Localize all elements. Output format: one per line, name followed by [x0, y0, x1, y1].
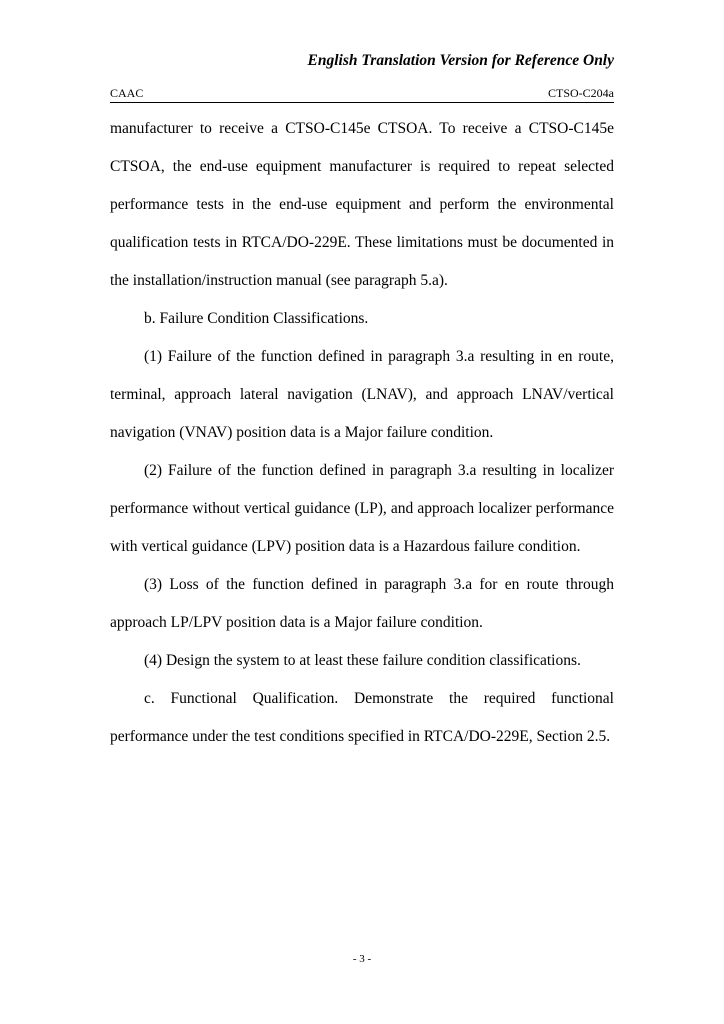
header-authority: CAAC	[110, 86, 144, 100]
running-header	[110, 86, 614, 103]
paragraph-item-2: (2) Failure of the function defined in paragraph 3.a resulting in localizer performance without vertical guidance (LP), and approach localizer performance with vertical guidance (LPV) position data is a Hazardous failure condition.	[110, 462, 614, 555]
paragraph-item-4: (4) Design the system to at least these failure condition classifications.	[144, 652, 581, 669]
paragraph-continuation: manufacturer to receive a CTSO-C145e CTSOA. To receive a CTSO-C145e CTSOA, the end-use equipment manufacturer is required to repeat selected performance tests in the end-use equipment and perform the environmental qualification tests in RTCA/DO-229E. These limitations must be documented in the installation/instruction manual (see paragraph 5.a).	[110, 120, 614, 289]
document-body	[110, 110, 614, 756]
header-document-id: CTSO-C204a	[548, 86, 614, 100]
section-c-functional-qualification: c. Functional Qualification. Demonstrate the required functional performance under the test conditions specified in RTCA/DO-229E, Section 2.5.	[110, 690, 614, 745]
paragraph-item-3: (3) Loss of the function defined in paragraph 3.a for en route through approach LP/LPV position data is a Major failure condition.	[110, 576, 614, 631]
paragraph-item-1: (1) Failure of the function defined in paragraph 3.a resulting in en route, terminal, approach lateral navigation (LNAV), and approach LNAV/vertical navigation (VNAV) position data is a Major failure condition.	[110, 348, 614, 441]
page-number: - 3 -	[352, 953, 372, 965]
translation-banner: English Translation Version for Reference Only	[307, 52, 614, 69]
section-heading-b: b. Failure Condition Classifications.	[144, 310, 369, 327]
